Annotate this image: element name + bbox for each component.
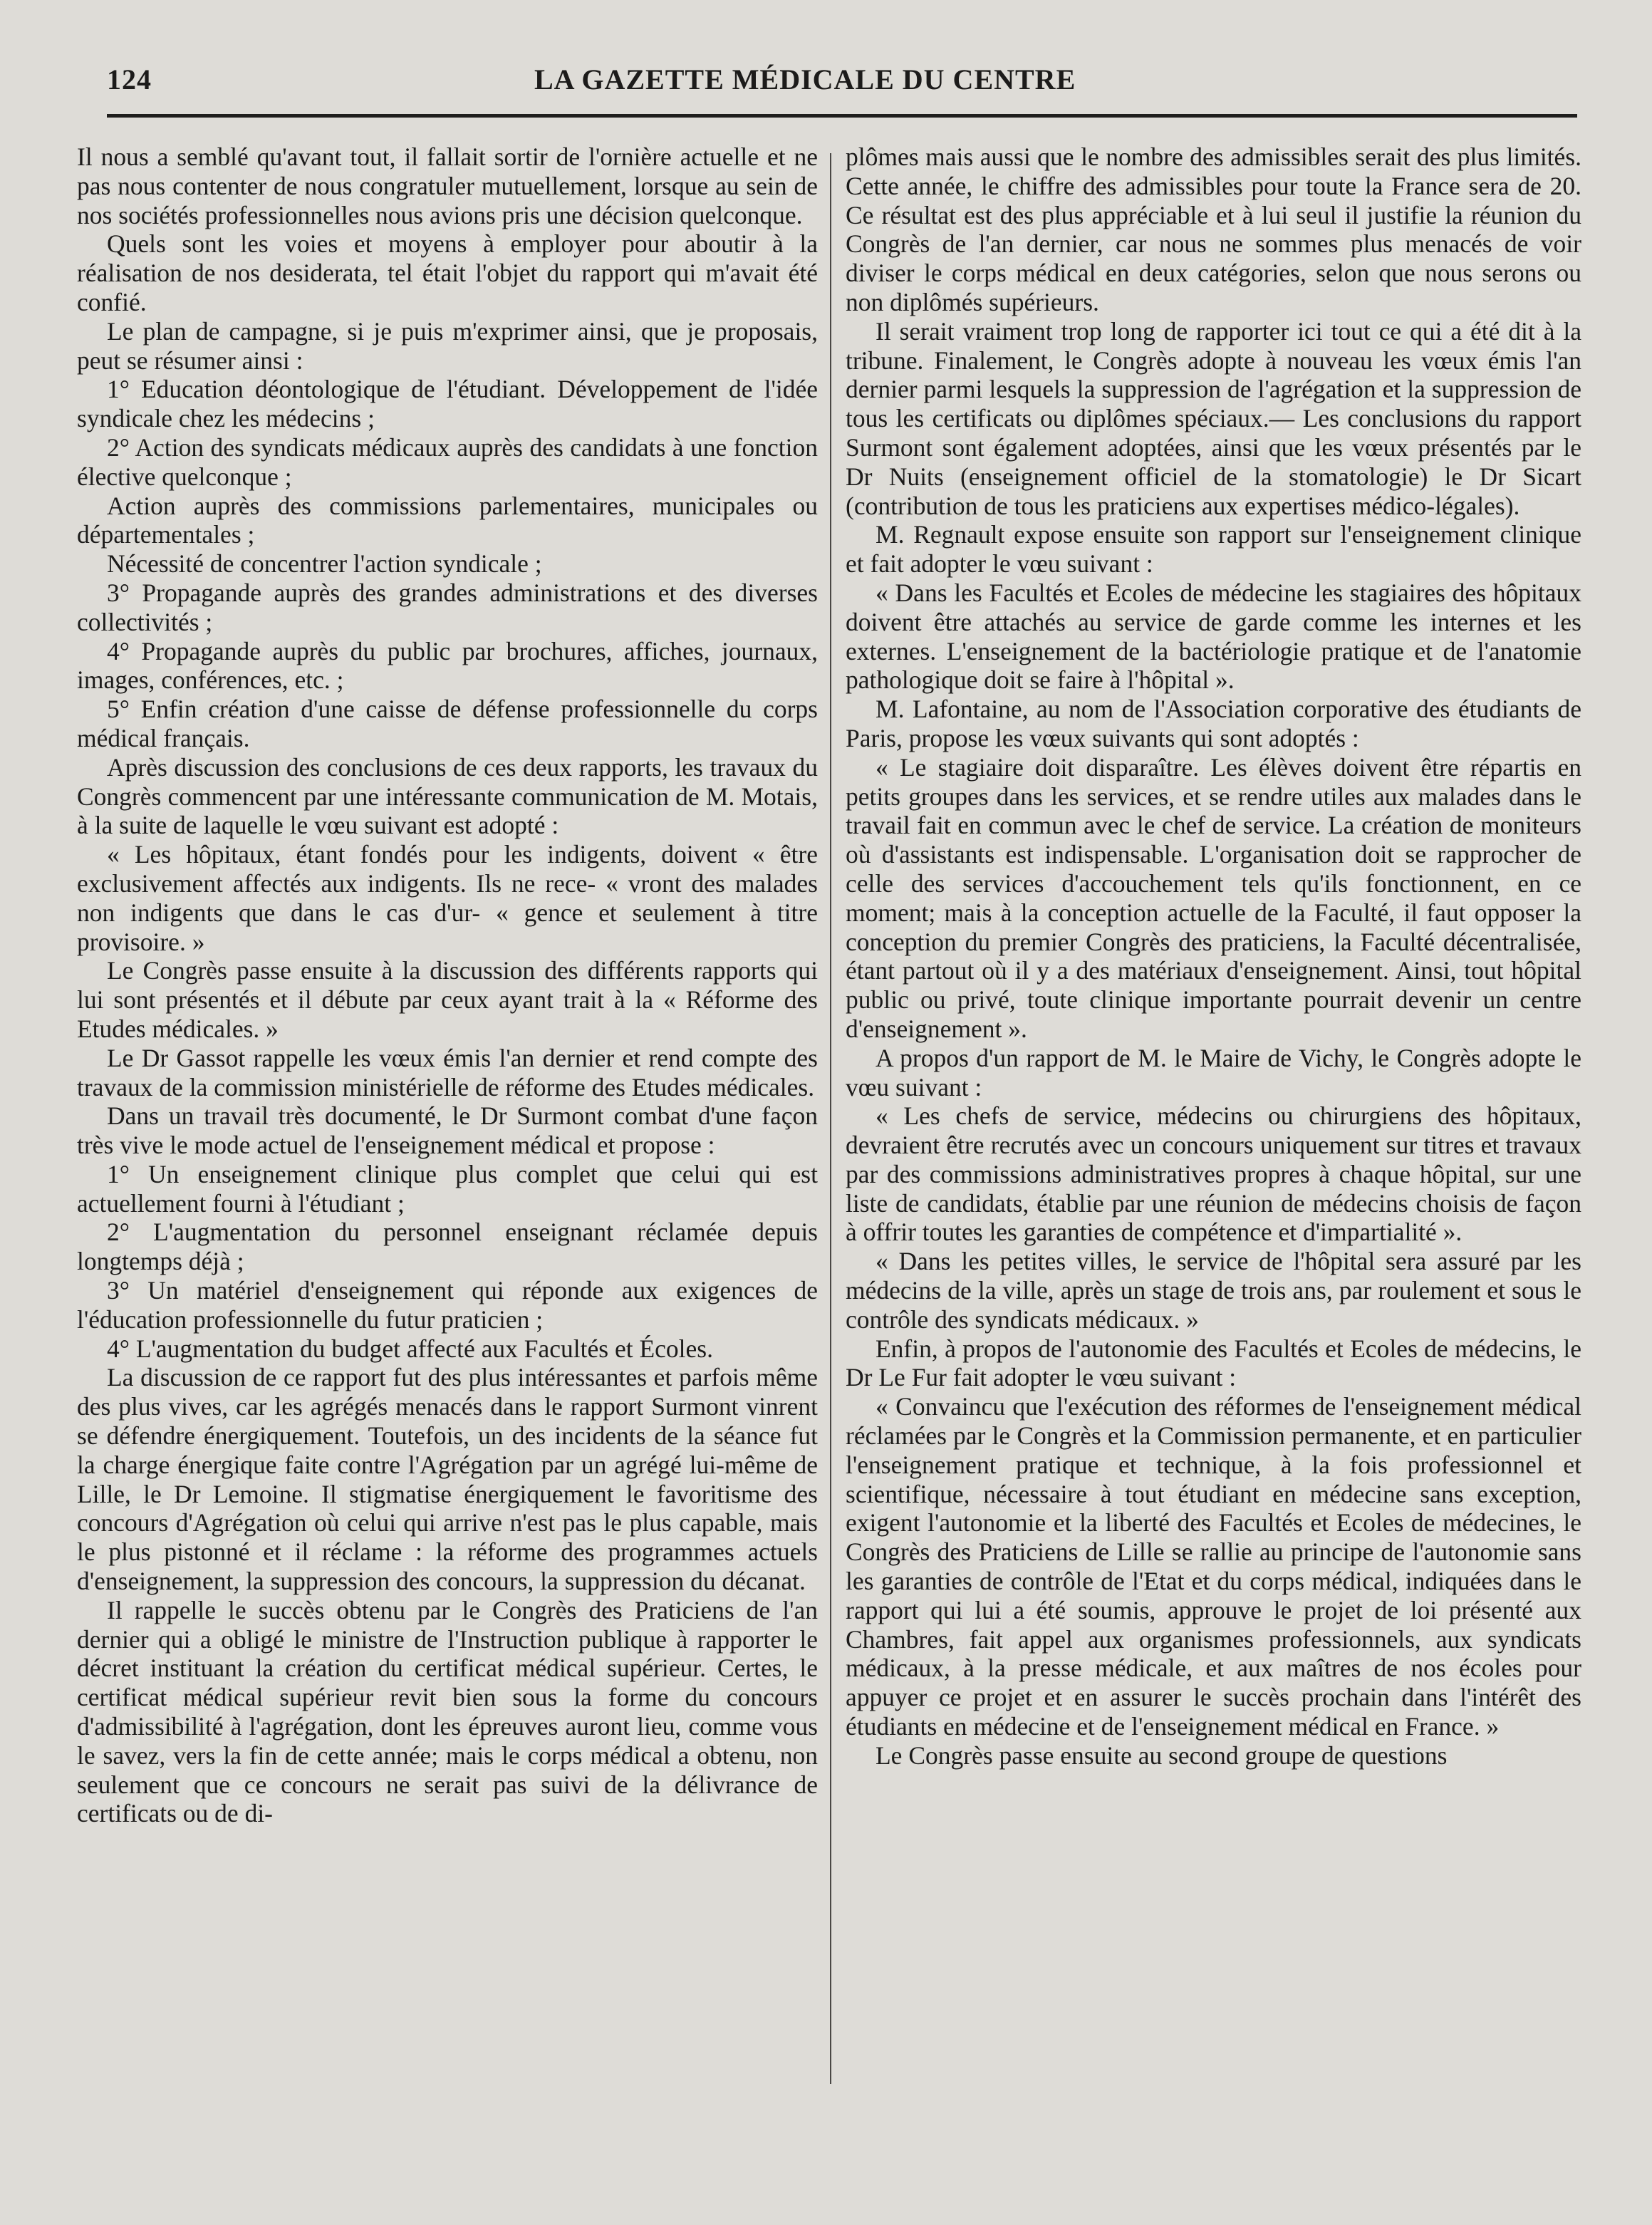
page-header <box>107 63 1574 107</box>
paragraph: 2° L'augmentation du personnel enseignant réclamée depuis longtemps déjà ; <box>77 1218 818 1276</box>
quotation: « Les chefs de service, médecins ou chirurgiens des hôpitaux, devraient être recrutés avec un concours uniquement sur titres et travaux par des commissions administratives propres à chaque hôpital, sur une liste de candidats, établie par une réunion de médecins choisis de façon à offrir toutes les garanties de compétence et d'impartialité ». <box>846 1101 1581 1247</box>
paragraph: Enfin, à propos de l'autonomie des Facultés et Ecoles de médecins, le Dr Le Fur fait adopter le vœu suivant : <box>846 1334 1581 1392</box>
paragraph: Le Congrès passe ensuite à la discussion des différents rapports qui lui sont présentés et il débute par ceux ayant trait à la « Réforme des Etudes médicales. » <box>77 956 818 1043</box>
left-column <box>77 142 818 1828</box>
paragraph: Nécessité de concentrer l'action syndicale ; <box>107 549 542 579</box>
paragraph: 4° L'augmentation du budget affecté aux Facultés et Écoles. <box>107 1334 713 1363</box>
paragraph: 4° Propagande auprès du public par brochures, affiches, journaux, images, conférences, etc. ; <box>77 636 818 695</box>
journal-title: LA GAZETTE MÉDICALE DU CENTRE <box>534 63 1076 95</box>
paragraph: Le Dr Gassot rappelle les vœux émis l'an dernier et rend compte des travaux de la commission ministérielle de réforme des Etudes médicales. <box>77 1043 818 1101</box>
paragraph: Action auprès des commissions parlementaires, municipales ou départementales ; <box>77 491 818 549</box>
quotation: « Le stagiaire doit disparaître. Les élèves doivent être répartis en petits groupes dans les services, et se rendre utiles aux malades dans le travail fait en commun avec le chef de service. La création de moniteurs où d'assistants est indispensable. L'organisation doit se rapprocher de celle des services d'accouchement tels qu'ils fonctionnent, en ce moment; mais à la conception actuelle de la Faculté, il faut opposer la conception du premier Congrès des praticiens, la Faculté décentralisée, étant partout où il y a des matériaux d'enseignement. Ainsi, tout hôpital public ou privé, toute clinique importante pourrait devenir un centre d'enseignement ». <box>846 752 1581 1043</box>
quotation: « Convaincu que l'exécution des réformes de l'enseignement médical réclamées par le Congrès et la Commission permanente, et en particulier l'enseignement pratique et technique, à la fois professionnel et scientifique, nécessaire à tout étudiant en médecine sans exception, exigent l'autonomie et la liberté des Facultés et Ecoles de médecines, le Congrès des Praticiens de Lille se rallie au principe de l'autonomie sans les garanties de contrôle de l'Etat et du corps médical, indiquées dans le rapport qui lui a été soumis, approuve le projet de loi présenté aux Chambres, fait appel aux organismes professionnels, aux syndicats médicaux, à la presse médicale, et aux maîtres de nos écoles pour appuyer ce projet et en assurer le succès prochain dans l'intérêt des étudiants en médecine et de l'enseignement médical en France. » <box>846 1392 1581 1741</box>
paragraph: 2° Action des syndicats médicaux auprès des candidats à une fonction élective quelconque ; <box>77 432 818 491</box>
paragraph: plômes mais aussi que le nombre des admissibles serait des plus limités. Cette année, le chiffre des admissibles pour toute la France sera de 20. Ce résultat est des plus appréciable et à lui seul il justifie la réunion du Congrès de l'an dernier, car nous ne sommes plus menacés de voir diviser le corps médical en deux catégories, selon que nous serons ou non diplômés supérieurs. <box>846 142 1581 316</box>
paragraph: 3° Un matériel d'enseignement qui réponde aux exigences de l'éducation professionnelle du futur praticien ; <box>77 1276 818 1334</box>
paragraph: Quels sont les voies et moyens à employer pour aboutir à la réalisation de nos desiderata, tel était l'objet du rapport qui m'avait été confié. <box>77 229 818 316</box>
paragraph: Dans un travail très documenté, le Dr Surmont combat d'une façon très vive le mode actuel de l'enseignement médical et propose : <box>77 1101 818 1160</box>
paragraph: 3° Propagande auprès des grandes administrations et des diverses collectivités ; <box>77 578 818 636</box>
paragraph: 1° Un enseignement clinique plus complet que celui qui est actuellement fourni à l'étudiant ; <box>77 1159 818 1218</box>
right-column <box>846 142 1581 1770</box>
quotation: « Dans les petites villes, le service de l'hôpital sera assuré par les médecins de la ville, après un stage de trois ans, par roulement et sous le contrôle des syndicats médicaux. » <box>846 1247 1581 1334</box>
paragraph: M. Regnault expose ensuite son rapport sur l'enseignement clinique et fait adopter le vœu suivant : <box>846 520 1581 579</box>
paragraph: Le plan de campagne, si je puis m'exprimer ainsi, que je proposais, peut se résumer ainsi : <box>77 316 818 375</box>
page-number: 124 <box>107 63 152 95</box>
paragraph: Après discussion des conclusions de ces deux rapports, les travaux du Congrès commencent par une intéressante communication de M. Motais, à la suite de laquelle le vœu suivant est adopté : <box>77 752 818 840</box>
paragraph: Il serait vraiment trop long de rapporter ici tout ce qui a été dit à la tribune. Finalement, le Congrès adopte à nouveau les vœux émis l'an dernier parmi lesquels la suppression de l'agrégation et la suppression de tous les certificats ou diplômes spéciaux.— Les conclusions du rapport Surmont sont également adoptées, ainsi que les vœux présentés par le Dr Nuits (enseignement officiel de la stomatologie) le Dr Sicart (contribution de tous les praticiens aux expertises médico-légales). <box>846 316 1581 520</box>
header-rule <box>107 114 1577 118</box>
paragraph: Le Congrès passe ensuite au second groupe de questions <box>876 1741 1448 1770</box>
paragraph: La discussion de ce rapport fut des plus intéressantes et parfois même des plus vives, car les agrégés menacés dans le rapport Surmont vinrent se défendre énergiquement. Toutefois, un des incidents de la séance fut la charge énergique faite contre l'Agrégation par un agrégé lui-même de Lille, le Dr Lemoine. Il stigmatise énergiquement le favoritisme des concours d'Agrégation où celui qui arrive n'est pas le plus capable, mais le plus pistonné et il réclame : la réforme des programmes actuels d'enseignement, la suppression des concours, la suppression du décanat. <box>77 1363 818 1596</box>
paragraph: Il rappelle le succès obtenu par le Congrès des Praticiens de l'an dernier qui a obligé le ministre de l'Instruction publique à rapporter le décret instituant la création du certificat médical supérieur. Certes, le certificat médical supérieur revit bien sous la forme du concours d'admissibilité à l'agrégation, dont les épreuves auront lieu, comme vous le savez, vers la fin de cette année; mais le corps médical a obtenu, non seulement que ce concours ne serait pas suivi de la délivrance de certificats ou de di- <box>77 1595 818 1828</box>
paragraph: A propos d'un rapport de M. le Maire de Vichy, le Congrès adopte le vœu suivant : <box>846 1043 1581 1101</box>
quotation: « Dans les Facultés et Ecoles de médecine les stagiaires des hôpitaux doivent être attachés au service de garde comme les internes et les externes. L'enseignement de la bactériologie pratique et de l'anatomie pathologique doit se faire à l'hôpital ». <box>846 578 1581 695</box>
paragraph: 1° Education déontologique de l'étudiant. Développement de l'idée syndicale chez les médecins ; <box>77 375 818 433</box>
quotation: « Les hôpitaux, étant fondés pour les indigents, doivent « être exclusivement affectés aux indigents. Ils ne rece- « vront des malades non indigents que dans le cas d'ur- « gence et seulement à titre provisoire. » <box>77 840 818 956</box>
column-divider <box>830 153 831 2084</box>
paragraph: 5° Enfin création d'une caisse de défense professionnelle du corps médical français. <box>77 695 818 752</box>
paragraph: Il nous a semblé qu'avant tout, il fallait sortir de l'ornière actuelle et ne pas nous contenter de nous congratuler mutuellement, lorsque au sein de nos sociétés professionnelles nous avions pris une décision quelconque. <box>77 142 818 229</box>
paragraph: M. Lafontaine, au nom de l'Association corporative des étudiants de Paris, propose les vœux suivants qui sont adoptés : <box>846 695 1581 752</box>
